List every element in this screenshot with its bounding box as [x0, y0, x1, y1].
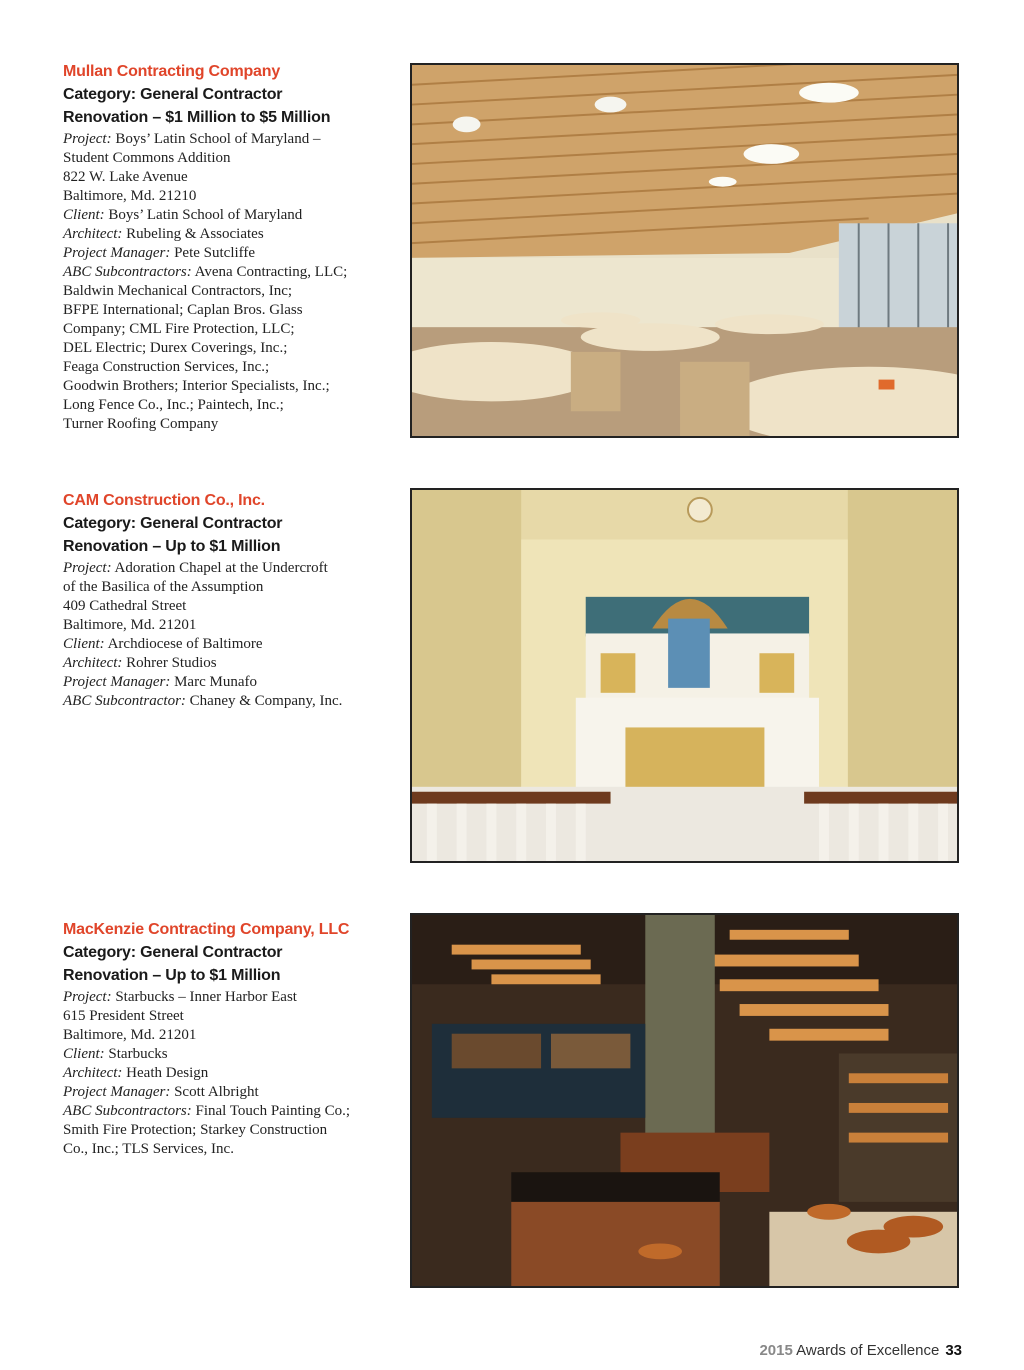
detail-line: [63, 244, 383, 263]
subcategory-heading: Renovation – $1 Million to $5 Million: [63, 109, 331, 126]
field-value: Heath Design: [122, 1065, 209, 1081]
detail-line: [63, 635, 383, 654]
category-heading: Category: General Contractor: [63, 944, 283, 961]
field-value: DEL Electric; Durex Coverings, Inc.;: [63, 340, 288, 356]
chapel-illustration: [412, 490, 957, 861]
company-name: CAM Construction Co., Inc.: [63, 492, 265, 509]
field-label: Client:: [63, 636, 105, 652]
detail-line: [63, 616, 383, 635]
entry-cam: [63, 489, 383, 711]
field-value: Chaney & Company, Inc.: [185, 693, 343, 709]
entry-details: [63, 988, 383, 1159]
detail-line: [63, 1102, 383, 1121]
field-label: Project Manager:: [63, 245, 171, 261]
student-commons-dining-hall-photo: [410, 63, 959, 438]
field-value: Baltimore, Md. 21201: [63, 1027, 197, 1043]
field-value: Baltimore, Md. 21210: [63, 188, 197, 204]
field-value: Co., Inc.; TLS Services, Inc.: [63, 1141, 234, 1157]
field-value: 822 W. Lake Avenue: [63, 169, 188, 185]
entry-details: [63, 559, 383, 711]
detail-line: [63, 168, 383, 187]
field-label: ABC Subcontractors:: [63, 264, 192, 280]
dining-hall-illustration: [412, 65, 957, 436]
detail-line: [63, 578, 383, 597]
subcategory-heading: Renovation – Up to $1 Million: [63, 967, 281, 984]
detail-line: [63, 358, 383, 377]
adoration-chapel-altar-photo: [410, 488, 959, 863]
field-value: Scott Albright: [170, 1084, 259, 1100]
detail-line: [63, 1045, 383, 1064]
field-value: Long Fence Co., Inc.; Paintech, Inc.;: [63, 397, 284, 413]
field-value: 409 Cathedral Street: [63, 598, 187, 614]
cafe-illustration: [412, 915, 957, 1286]
detail-line: [63, 692, 383, 711]
field-value: Goodwin Brothers; Interior Specialists, Inc.;: [63, 378, 330, 394]
field-value: Avena Contracting, LLC;: [191, 264, 348, 280]
entry-mackenzie: [63, 918, 383, 1159]
field-label: Architect:: [63, 226, 123, 242]
field-label: Project:: [63, 131, 112, 147]
detail-line: [63, 130, 383, 149]
field-value: Baldwin Mechanical Contractors, Inc;: [63, 283, 293, 299]
field-label: ABC Subcontractor:: [63, 693, 186, 709]
page-footer: [759, 1342, 962, 1359]
field-value: Turner Roofing Company: [63, 416, 219, 432]
detail-line: [63, 1007, 383, 1026]
detail-line: [63, 559, 383, 578]
detail-line: [63, 415, 383, 434]
field-label: Client:: [63, 207, 105, 223]
field-value: Feaga Construction Services, Inc.;: [63, 359, 270, 375]
footer-title: Awards of Excellence: [792, 1342, 940, 1359]
detail-line: [63, 1121, 383, 1140]
field-value: BFPE International; Caplan Bros. Glass: [63, 302, 303, 318]
footer-year: 2015: [759, 1342, 793, 1359]
field-value: Pete Sutcliffe: [170, 245, 256, 261]
company-name: Mullan Contracting Company: [63, 63, 281, 80]
field-value: Marc Munafo: [170, 674, 257, 690]
detail-line: [63, 320, 383, 339]
field-value: Starbucks – Inner Harbor East: [111, 989, 297, 1005]
field-value: Final Touch Painting Co.;: [191, 1103, 351, 1119]
field-label: Client:: [63, 1046, 105, 1062]
detail-line: [63, 339, 383, 358]
detail-line: [63, 1083, 383, 1102]
detail-line: [63, 282, 383, 301]
category-heading: Category: General Contractor: [63, 515, 283, 532]
field-value: Boys’ Latin School of Maryland: [104, 207, 303, 223]
entry-mullan: [63, 60, 383, 434]
subcategory-heading: Renovation – Up to $1 Million: [63, 538, 281, 555]
field-value: Smith Fire Protection; Starkey Construction: [63, 1122, 328, 1138]
detail-line: [63, 1026, 383, 1045]
detail-line: [63, 597, 383, 616]
detail-line: [63, 654, 383, 673]
category-heading: Category: General Contractor: [63, 86, 283, 103]
field-value: Boys’ Latin School of Maryland –: [111, 131, 321, 147]
field-label: ABC Subcontractors:: [63, 1103, 192, 1119]
field-value: Archdiocese of Baltimore: [104, 636, 263, 652]
field-label: Architect:: [63, 655, 123, 671]
detail-line: [63, 206, 383, 225]
detail-line: [63, 1140, 383, 1159]
detail-line: [63, 187, 383, 206]
field-value: 615 President Street: [63, 1008, 184, 1024]
field-label: Architect:: [63, 1065, 123, 1081]
detail-line: [63, 673, 383, 692]
field-label: Project Manager:: [63, 674, 171, 690]
field-value: Baltimore, Md. 21201: [63, 617, 197, 633]
field-value: Adoration Chapel at the Undercroft: [111, 560, 328, 576]
detail-line: [63, 149, 383, 168]
field-label: Project:: [63, 560, 112, 576]
detail-line: [63, 301, 383, 320]
field-label: Project:: [63, 989, 112, 1005]
detail-line: [63, 377, 383, 396]
starbucks-cafe-interior-photo: [410, 913, 959, 1288]
detail-line: [63, 225, 383, 244]
detail-line: [63, 988, 383, 1007]
field-value: Rubeling & Associates: [122, 226, 264, 242]
field-value: Student Commons Addition: [63, 150, 231, 166]
field-value: Rohrer Studios: [122, 655, 217, 671]
company-name: MacKenzie Contracting Company, LLC: [63, 921, 350, 938]
detail-line: [63, 1064, 383, 1083]
field-label: Project Manager:: [63, 1084, 171, 1100]
detail-line: [63, 263, 383, 282]
field-value: Company; CML Fire Protection, LLC;: [63, 321, 295, 337]
field-value: of the Basilica of the Assumption: [63, 579, 264, 595]
field-value: Starbucks: [104, 1046, 168, 1062]
page-number: 33: [945, 1342, 962, 1359]
detail-line: [63, 396, 383, 415]
entry-details: [63, 130, 383, 434]
